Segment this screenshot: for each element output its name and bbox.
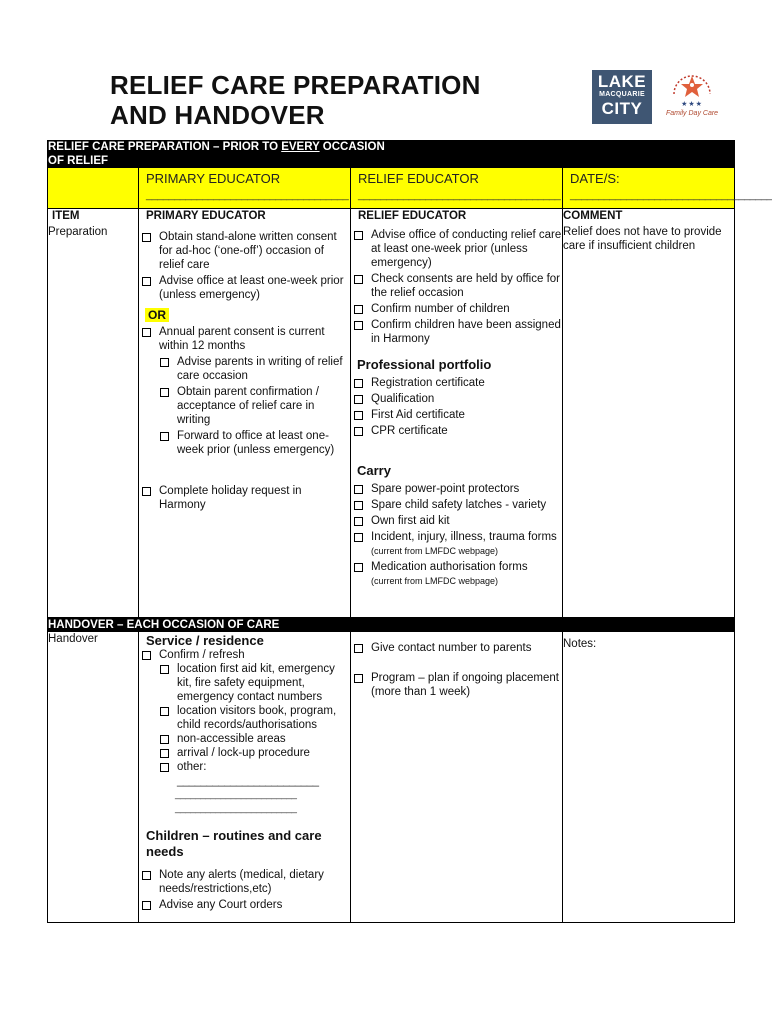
prep-bar-text-2: OCCASION: [319, 141, 385, 153]
fdc-stars: ★★★: [681, 101, 703, 108]
yellow-primary-label: PRIMARY EDUCATOR: [146, 171, 281, 186]
checklist-item[interactable]: Spare power-point protectors: [351, 482, 562, 496]
yellow-blank-cell: [48, 168, 139, 209]
checklist-subitem[interactable]: non-accessible areas: [157, 732, 350, 746]
carry-title: Carry: [357, 463, 391, 478]
header-primary: PRIMARY EDUCATOR: [139, 209, 351, 226]
checklist-item[interactable]: Advise office at least one-week prior (unless emergency): [139, 274, 350, 302]
checklist-item[interactable]: Confirm number of children: [351, 302, 562, 316]
star-person-icon: [662, 70, 722, 104]
checklist-item[interactable]: CPR certificate: [351, 424, 562, 438]
checklist-item[interactable]: Program – plan if ongoing placement (more than 1 week): [351, 671, 562, 699]
handover-section-bar: HANDOVER – EACH OCCASION OF CARE: [48, 618, 735, 633]
checklist-subitem[interactable]: location visitors book, program, child records/authorisations: [157, 704, 350, 732]
prep-bar-text-1: RELIEF CARE PREPARATION – PRIOR TO: [48, 141, 282, 153]
checklist-item[interactable]: Confirm / refresh: [139, 648, 350, 662]
logo-lake-text: LAKE: [597, 72, 647, 91]
lake-macquarie-city-logo: [592, 70, 652, 124]
header-relief: RELIEF EDUCATOR: [351, 209, 563, 226]
checklist-item[interactable]: First Aid certificate: [351, 408, 562, 422]
checklist-item[interactable]: Own first aid kit: [351, 514, 562, 528]
checklist-subitem[interactable]: Obtain parent confirmation / acceptance of relief care in writing: [157, 385, 350, 427]
children-title: Children – routines and care needs: [146, 828, 322, 859]
header-item: ITEM: [48, 209, 139, 226]
yellow-dates-cell: [563, 168, 772, 209]
checklist-item[interactable]: Obtain stand-alone written consent for ad-hoc (‘one-off’) occasion of relief care: [139, 230, 350, 272]
checklist-item[interactable]: Annual parent consent is current within 12 months: [139, 325, 350, 353]
checklist-item[interactable]: [351, 530, 562, 558]
checklist-item[interactable]: Check consents are held by office for the relief occasion: [351, 272, 562, 300]
checklist-subitem[interactable]: arrival / lock-up procedure: [157, 746, 350, 760]
checklist-note: (current from LMFDC webpage): [371, 576, 499, 586]
checklist-subitem[interactable]: [157, 760, 350, 788]
checklist-item-text: Incident, injury, illness, trauma forms: [371, 531, 557, 543]
fdc-caption: Family Day Care: [665, 110, 719, 117]
header-comment: COMMENT: [563, 209, 735, 226]
prep-comment: Relief does not have to provide care if insufficient children: [563, 225, 735, 618]
checklist-item[interactable]: Spare child safety latches - variety: [351, 498, 562, 512]
other-blank-line[interactable]: ________________________: [175, 803, 297, 814]
prep-bar-text-3: OF RELIEF: [48, 155, 109, 167]
prep-primary-cell: [139, 225, 351, 618]
checklist-item[interactable]: Registration certificate: [351, 376, 562, 390]
yellow-relief-cell: [351, 168, 563, 209]
checklist-item[interactable]: Confirm children have been assigned in Harmony: [351, 318, 562, 346]
checklist-note: (current from LMFDC webpage): [371, 546, 499, 556]
title-line-2: AND HANDOVER: [110, 100, 325, 130]
prep-section-bar: [48, 140, 735, 168]
title-line-1: RELIEF CARE PREPARATION: [110, 70, 481, 100]
handover-notes[interactable]: Notes:: [563, 632, 735, 923]
other-label: other:: [177, 761, 207, 773]
prep-relief-cell: [351, 225, 563, 618]
checklist-subitem[interactable]: location first aid kit, emergency kit, fire safety equipment, emergency contact numbers: [157, 662, 350, 704]
checklist-subitem[interactable]: Forward to office at least one-week prior (unless emergency): [157, 429, 350, 457]
yellow-relief-label: RELIEF EDUCATOR: [358, 171, 479, 186]
checklist-item[interactable]: Note any alerts (medical, dietary needs/restrictions,etc): [139, 868, 350, 896]
handover-relief-cell: [351, 632, 563, 923]
primary-signature-line[interactable]: ____________________________________: [146, 189, 349, 201]
family-day-care-logo: [662, 70, 722, 124]
handover-primary-cell: [139, 632, 351, 923]
checklist-item[interactable]: Give contact number to parents: [351, 641, 562, 655]
relief-signature-line[interactable]: ____________________________________: [358, 189, 561, 201]
dates-line[interactable]: ____________________________________: [570, 189, 772, 201]
yellow-dates-label: DATE/S:: [570, 171, 620, 186]
checklist-item[interactable]: Qualification: [351, 392, 562, 406]
checklist-item-text: Medication authorisation forms: [371, 561, 528, 573]
relief-care-table: [47, 140, 772, 923]
checklist-item[interactable]: Advise any Court orders: [139, 898, 350, 912]
logo-macquarie-text: MACQUARIE: [599, 91, 645, 98]
checklist-item[interactable]: [351, 560, 562, 588]
logo-city-text: CITY: [601, 99, 643, 118]
other-blank-line[interactable]: ________________________: [175, 789, 297, 800]
service-title: Service / residence: [146, 633, 264, 648]
checklist-subitem[interactable]: Advise parents in writing of relief care occasion: [157, 355, 350, 383]
checklist-item[interactable]: Advise office of conducting relief care at least one-week prior (unless emergency): [351, 228, 562, 270]
document-title: [110, 70, 481, 130]
prep-bar-underlined: EVERY: [281, 141, 320, 153]
checklist-item[interactable]: Complete holiday request in Harmony: [139, 484, 350, 512]
yellow-primary-cell: [139, 168, 351, 209]
other-blank-line[interactable]: ________________________: [177, 775, 319, 787]
or-label: OR: [145, 308, 169, 322]
item-handover: Handover: [48, 632, 139, 923]
portfolio-title: Professional portfolio: [357, 357, 492, 372]
item-preparation: Preparation: [48, 225, 139, 618]
